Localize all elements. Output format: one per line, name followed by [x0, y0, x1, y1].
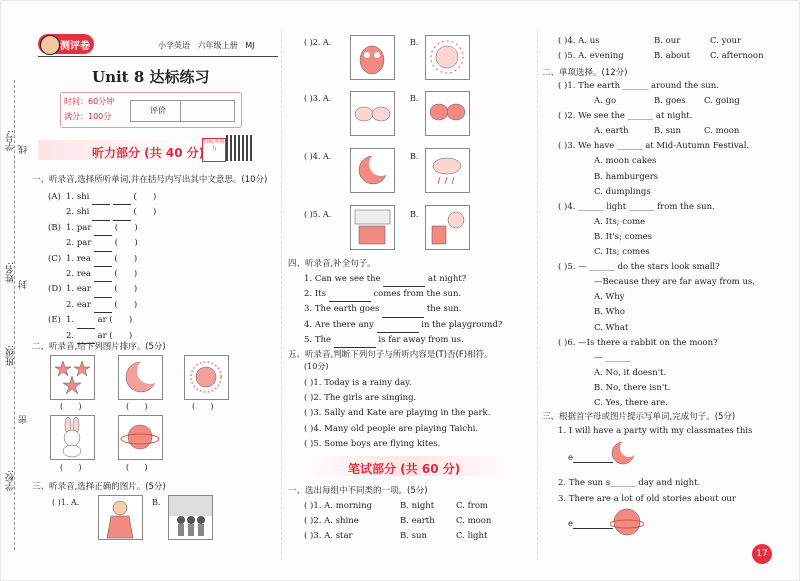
sun-face-icon [426, 36, 469, 79]
hint-letter: e [568, 453, 574, 463]
choice-b: B. Who [594, 307, 625, 318]
monster-picture [350, 35, 395, 80]
answer-paren[interactable]: ( ) [60, 463, 82, 472]
letter-blank[interactable] [94, 272, 112, 282]
odd-opt-b: B. our [654, 36, 681, 46]
choice-b: B. No, there isn't. [594, 382, 671, 393]
crescent-moon-icon [351, 149, 394, 192]
q3-label: ( )3. A. [304, 94, 332, 103]
zoo-picture [350, 205, 395, 250]
letter-blank[interactable] [77, 319, 95, 329]
odd-row [558, 49, 764, 64]
row-num: 1. [558, 426, 567, 436]
row-num: 2. [304, 289, 313, 300]
sentence-end: at night? [428, 274, 467, 284]
q5-b-label: B. [410, 210, 419, 219]
row-num: 3. [558, 494, 567, 504]
choice-a: A. Its; come [594, 216, 646, 227]
letter-blank[interactable] [92, 211, 110, 221]
sentence-row [304, 302, 534, 317]
school-label: 学校: [6, 470, 16, 492]
word-stem: shi [76, 192, 90, 202]
choice-question: ( )1. The earth ______ around the sun. [558, 81, 719, 91]
letter-blank[interactable] [94, 288, 112, 298]
group-tag: (D) [48, 284, 62, 295]
sentence-end: the sun. [426, 304, 462, 315]
stars-picture [50, 355, 95, 400]
choice-c: C. dumplings [594, 186, 651, 197]
written-banner: 笔试部分 (共 60 分) [348, 462, 461, 476]
cookies-icon [351, 92, 394, 135]
word-stem: ear [76, 299, 91, 310]
people-picture [168, 495, 213, 540]
mascot-icon [40, 35, 60, 55]
word-stem: ar [97, 315, 107, 326]
odd-row [304, 514, 491, 529]
written-3-title: 三、根据首字母或图片提示写单词,完成句子。(5分) [542, 412, 736, 422]
word-stem: shi [76, 207, 90, 218]
q3-b-label: B. [410, 94, 419, 103]
name-label: 姓名: [6, 262, 16, 284]
row-num: 2. [66, 269, 75, 280]
scan-stamp: 扫码 听听力 [202, 138, 226, 162]
page-title: Unit 8 达标练习 [92, 68, 210, 86]
earth-hint-icon [610, 505, 644, 539]
choice-c: C. What [594, 322, 629, 333]
word-stem: par [76, 222, 92, 233]
park-picture [425, 205, 470, 250]
odd-opt-c: C. light [456, 531, 488, 542]
class-label: 班级: [6, 345, 16, 367]
choice-options [558, 94, 788, 109]
sentence-end: in the playground? [421, 319, 503, 330]
word-row: 2. ar ( ) [48, 329, 156, 344]
odd-opt-b: B. sun [400, 531, 427, 542]
letter-blank[interactable] [113, 195, 131, 205]
w3-q1-text: I will have a party with my classmates this [568, 426, 753, 436]
header-subject [158, 41, 255, 51]
word-blank[interactable] [573, 519, 613, 529]
mooncake-icon [426, 92, 469, 135]
mooncakes-picture [425, 91, 470, 136]
moon-picture [118, 355, 163, 400]
sentence-row [304, 287, 534, 302]
choice-a: A. go [594, 96, 617, 107]
rating-divider [180, 100, 181, 122]
sentence-end: comes from the sun. [373, 289, 462, 300]
hint-letter: e [568, 519, 574, 529]
word-stem: ar [97, 330, 107, 341]
odd-opt-a: ( )3. A. star [304, 531, 353, 542]
row-num: 2. [558, 478, 567, 488]
sun-picture [184, 355, 229, 400]
section-3-title: 三、听录音,选择正确的图片。(5分) [32, 482, 166, 492]
w3-q2 [558, 478, 700, 488]
choice-a: A. earth [594, 126, 629, 137]
choice-question: ( )5. — ______ do the stars look small? [558, 262, 720, 273]
rain-cloud-icon [426, 149, 469, 192]
logo-badge [38, 34, 94, 54]
odd-row [558, 34, 764, 49]
listening-banner: 听力部分 (共 40 分) [92, 146, 205, 160]
judge-item: ( )1. Today is a rainy day. [304, 378, 412, 388]
sun-icon [185, 356, 228, 399]
choice-c: C. going [704, 96, 740, 107]
seal-mark: 封 [19, 280, 29, 289]
odd-one-list-cont [558, 34, 764, 64]
sentence-end: is far away from us. [378, 334, 464, 345]
choice-c: C. moon [704, 126, 740, 137]
odd-one-list [304, 499, 491, 545]
group-tag: (C) [48, 253, 62, 264]
word-row: 2. rea ( ) [48, 267, 156, 282]
girl-icon [99, 496, 142, 539]
w3-blank-2[interactable] [568, 519, 613, 529]
section-5-score: (10分) [304, 362, 329, 371]
odd-opt-a: ( )1. A. morning [304, 501, 373, 511]
column-divider [281, 30, 282, 560]
w3-q1 [558, 426, 752, 436]
word-stem: par [76, 238, 92, 249]
line-mark: 线 [19, 145, 29, 154]
q2-label: ( )2. A. [304, 38, 332, 47]
odd-opt-b: B. about [654, 51, 691, 62]
row-num: 1. [66, 192, 75, 202]
row-num: 1. [66, 315, 75, 326]
girl-picture [98, 495, 143, 540]
planet-icon [119, 416, 162, 459]
word-row: (D) 1. ear ( ) [48, 282, 156, 297]
page-number: 17 [752, 544, 772, 564]
secret-mark: 密 [19, 415, 29, 424]
row-num: 2. [66, 238, 75, 249]
choice-b: B. It's; comes [594, 231, 653, 242]
letter-blank[interactable] [94, 303, 112, 313]
judge-item: ( )4. Many old people are playing Taichi. [304, 423, 479, 434]
park-icon [426, 206, 469, 249]
letter-blank[interactable] [94, 242, 112, 252]
edition-text: MJ [245, 41, 255, 50]
word-row: (B) 1. par ( ) [48, 221, 156, 236]
row-num: 2. [66, 207, 75, 218]
q1-b-label: B. [152, 498, 161, 507]
choice-question: ( )2. We see the ______ at night. [558, 111, 693, 122]
letter-blank[interactable] [113, 211, 131, 221]
sentence-start: The [314, 334, 332, 345]
odd-row [304, 499, 491, 514]
row-num: 1. [304, 274, 313, 284]
rating-label: 评价 [150, 106, 166, 115]
choice-question: ( )4. ______ light ______ from the sun. [558, 201, 715, 212]
odd-opt-a: ( )4. A. us [558, 36, 600, 46]
group-tag: (E) [48, 315, 61, 326]
choice-c: C. Yes, there are. [594, 397, 668, 408]
word-blank[interactable] [382, 308, 424, 318]
people-icon [169, 496, 212, 539]
q4-label: ( )4. A. [304, 152, 332, 161]
stars-icon [51, 356, 94, 399]
moon-hint-icon [608, 438, 638, 468]
q2-b-label: B. [410, 38, 419, 47]
word-row: 2. ear ( ) [48, 298, 156, 313]
row-num: 3. [304, 304, 313, 315]
letter-blank[interactable] [92, 195, 110, 205]
binding-sidebar [0, 0, 28, 581]
row-num: 2. [66, 330, 75, 341]
w3-q3 [558, 494, 788, 504]
sentence-list [304, 272, 534, 348]
section-5-title: 五、听录音,判断下列句子与所听内容是(T)否(F)相符。 [288, 350, 493, 360]
word-row: (A) 1. shi ( ) [48, 190, 156, 205]
judge-item: ( )3. Sally and Kate are playing in the park. [304, 408, 491, 419]
time-text: 时间：60分钟 [64, 97, 115, 106]
odd-opt-b: B. night [400, 501, 435, 511]
judge-item: ( )5. Some boys are flying kites. [304, 438, 441, 449]
w3-q2-text: The sun s______ day and night. [568, 478, 701, 488]
odd-opt-c: C. afternoon [710, 51, 764, 62]
word-blank[interactable] [334, 338, 376, 348]
group-tag: (A) [48, 192, 61, 202]
choice-a: A. Why [594, 292, 625, 303]
crescent-moon-icon [119, 356, 162, 399]
odd-opt-c: C. from [456, 501, 488, 511]
word-row: 2. par ( ) [48, 236, 156, 251]
word-blank[interactable] [383, 277, 425, 287]
row-num: 5. [304, 334, 313, 345]
choice-b: B. goes [654, 96, 686, 107]
odd-opt-a: ( )2. A. shine [304, 516, 359, 527]
score-text: 满分：100分 [64, 112, 112, 121]
choice-a: A. moon cakes [594, 156, 657, 167]
choice-c: C. Its; comes [594, 247, 650, 258]
word-stem: rea [76, 269, 91, 280]
rain-cloud-picture [425, 148, 470, 193]
sentence-row [304, 333, 534, 348]
odd-row [304, 529, 491, 544]
group-tag: (B) [48, 222, 61, 233]
choice-b: B. hamburgers [594, 171, 659, 182]
subject-text: 小学英语 [158, 41, 190, 50]
word-row: (E) 1. ar ( ) [48, 313, 156, 328]
answer-paren[interactable]: ( ) [60, 402, 82, 411]
choice-a: A. No, it doesn't. [594, 367, 667, 378]
row-num: 2. [66, 299, 75, 310]
odd-opt-c: C. moon [456, 516, 492, 527]
sentence-row [304, 272, 534, 287]
choice-question: ( )3. We have ______ at Mid-Autumn Festival. [558, 141, 750, 152]
row-num: 1. [66, 222, 75, 233]
choice-reply: —Because they are far away from us. [594, 277, 755, 288]
crescent-picture [350, 148, 395, 193]
cookies-picture [350, 91, 395, 136]
row-num: 1. [66, 253, 75, 264]
written-1-title: 一、选出每组中不同类的一项。(5分) [288, 486, 428, 496]
answer-paren[interactable]: ( ) [192, 402, 214, 411]
word-stem: rea [76, 253, 91, 264]
qr-code[interactable] [226, 135, 252, 161]
choice-list [558, 79, 788, 411]
header-rule [38, 56, 278, 57]
letter-blank[interactable] [94, 257, 112, 267]
odd-opt-c: C. your [710, 36, 742, 46]
sun-face-picture [425, 35, 470, 80]
q5-label: ( )5. A. [304, 210, 332, 219]
answer-paren[interactable]: ( ) [126, 463, 148, 472]
judge-list [304, 376, 490, 452]
choice-options [558, 124, 788, 139]
w3-blank-1[interactable] [568, 453, 613, 463]
section-2-title: 二、听录音,给下列图片排序。(5分) [32, 342, 166, 352]
judge-item: ( )2. The girls are singing. [304, 393, 417, 404]
row-num: 1. [66, 284, 75, 295]
alien-icon [351, 36, 394, 79]
row-num: 4. [304, 319, 313, 330]
answer-paren[interactable]: ( ) [126, 402, 148, 411]
odd-opt-a: ( )5. A. evening [558, 51, 624, 62]
sentence-row [304, 318, 534, 333]
q4-b-label: B. [410, 152, 419, 161]
word-stem: ear [76, 284, 91, 295]
written-2-title: 二、单项选择。(12分) [542, 68, 628, 78]
odd-opt-b: B. earth [400, 516, 435, 527]
section-1-title: 一、听录音,选择所听单词,并在括号内写出其中文意思。(10分) [32, 175, 268, 185]
q1-label: ( )1. A. [52, 498, 80, 507]
grade-text: 六年级上册 [197, 41, 238, 50]
w3-q3-text: There are a lot of old stories about our [568, 494, 736, 504]
sentence-start: Its [314, 289, 326, 300]
sentence-start: Can we see the [314, 274, 381, 284]
sentence-start: Are there any [314, 319, 374, 330]
number-label: 学号: [6, 130, 16, 152]
rabbit-picture [50, 415, 95, 460]
word-row: 2. shi ( ) [48, 205, 156, 220]
choice-b: B. sun [654, 126, 681, 137]
section-4-title: 四、听录音,补全句子。 [288, 259, 376, 269]
word-blank[interactable] [329, 292, 371, 302]
word-list [48, 190, 156, 344]
rabbit-icon [51, 416, 94, 459]
rating-box[interactable] [130, 100, 235, 122]
column-divider [537, 30, 538, 560]
logo-text: 测评卷 [60, 41, 90, 52]
letter-blank[interactable] [94, 226, 112, 236]
choice-reply: — ______ [594, 352, 631, 363]
planet-picture [118, 415, 163, 460]
zoo-icon [351, 206, 394, 249]
sentence-start: The earth goes [314, 304, 380, 315]
word-row: (C) 1. rea ( ) [48, 252, 156, 267]
word-blank[interactable] [377, 323, 419, 333]
choice-question: ( )6. —Is there a rabbit on the moon? [558, 337, 718, 348]
